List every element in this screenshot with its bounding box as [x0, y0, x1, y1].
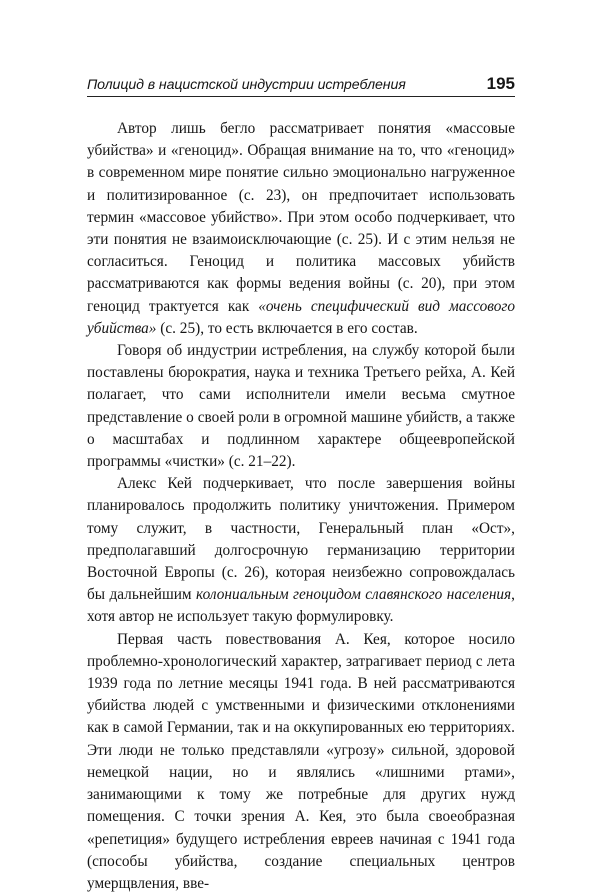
paragraph [87, 473, 515, 628]
text-run: , хотя автор не использует такую формулировку. [87, 586, 515, 626]
text-run: Первая часть повествования А. Кея, которое носило проблемно-хронологический характер, затрагивает период с лета 1939 года по летние месяцы 1941 года. В ней рассматриваются убийства людей с умственными и физическими отклонениями как в самой Германии, так и на оккупированных ею территориях. Эти люди не только представляли «угрозу» сильной, здоровой немецкой нации, но и являлись «лишними ртами», занимающими к тому же потребные для других нужд помещения. С точки зрения А. Кея, это была своеобразная «репетиция» будущего истребления евреев начиная с 1941 года (способы убийства, создание специальных центров умерщвления, вве- [87, 630, 515, 892]
italic-phrase: колониальным геноцидом славянского населения [196, 586, 512, 604]
paragraph [87, 340, 515, 473]
text-run: (с. 25), то есть включается в его состав. [156, 319, 418, 337]
text-run: Алекс Кей подчеркивает, что после завершения войны планировалось продолжить политику уничтожения. Примером тому служит, в частности, Генеральный план «Ост», предполагавший долгосрочную германизацию территории Восточной Европы (с. 26), которая неизбежно сопровождалась бы дальнейшим [87, 475, 515, 604]
running-title: Полицид в нацистской индустрии истребления [87, 77, 406, 93]
text-run: Говоря об индустрии истребления, на службу которой были поставлены бюрократия, наука и техника Третьего рейха, А. Кей полагает, что сами исполнители имели весьма смутное представление о своей роли в огромной машине убийств, а также о масштабах и подлинном характере общеевропейской программы «чистки» (с. 21–22). [87, 342, 515, 471]
page-number: 195 [486, 74, 515, 93]
paragraph [87, 629, 515, 895]
text-run: Автор лишь бегло рассматривает понятия «массовые убийства» и «геноцид». Обращая внимание на то, что «геноцид» в современном мире понятие сильно эмоционально нагруженное и политизированное (с. 23), он предпочитает использовать термин «массовое убийство». При этом особо подчеркивает, что эти понятия не взаимоисключающие (с. 25). И с этим нельзя не согласиться. Геноцид и политика массовых убийств рассматриваются как формы ведения войны (с. 20), при этом геноцид трактуется как [87, 120, 515, 315]
paragraph [87, 118, 515, 340]
running-head [87, 72, 515, 97]
italic-phrase: «очень специфический вид массового убийства» [87, 297, 515, 337]
body-text [87, 118, 515, 895]
